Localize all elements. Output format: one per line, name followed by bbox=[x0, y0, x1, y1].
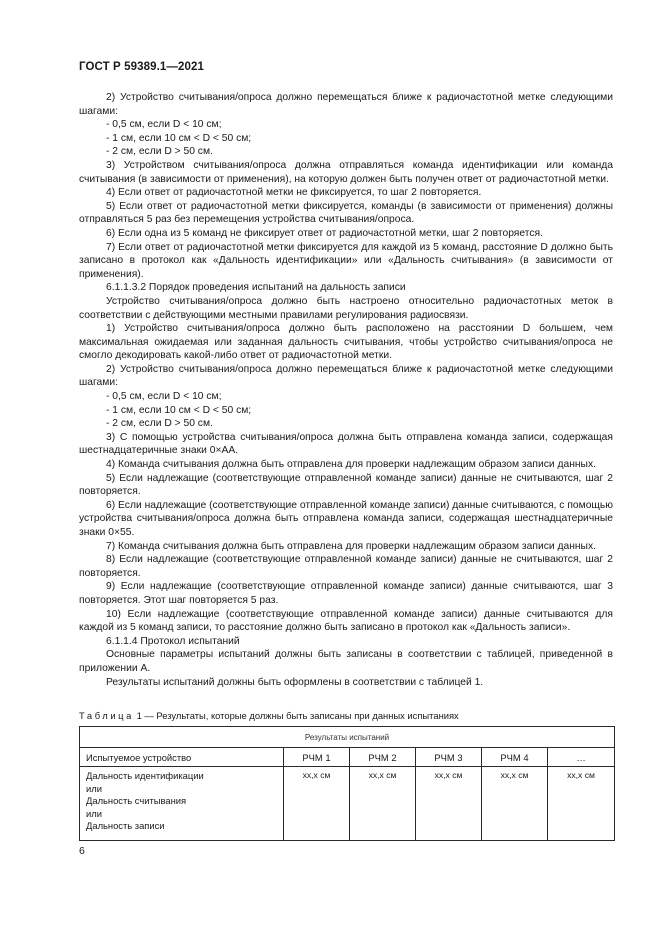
document-body bbox=[79, 91, 613, 689]
list-item: - 0,5 см, если D < 10 см; bbox=[106, 391, 222, 403]
table-cell: xx,x см bbox=[548, 767, 615, 841]
section-heading: 6.1.1.4 Протокол испытаний bbox=[106, 635, 240, 647]
document-header: ГОСТ Р 59389.1—2021 bbox=[79, 61, 204, 73]
paragraph: 6) Если надлежащие (соответствующие отправленной команде записи) данные считываются, с помощью устройства считывания/опроса должна быть отправлена команда записи, содержащая шестнадцатеричные знаки 0×55. bbox=[79, 499, 613, 538]
table-cell: xx,x см bbox=[350, 767, 416, 841]
table-row-label bbox=[80, 767, 284, 841]
list-item: - 1 см, если 10 см < D < 50 см; bbox=[106, 132, 252, 144]
table-caption bbox=[79, 709, 613, 722]
row-label-line: или bbox=[86, 782, 102, 794]
table-header-cell: РЧМ 4 bbox=[482, 748, 548, 767]
table-header-cell: Испытуемое устройство bbox=[80, 748, 284, 767]
paragraph: 3) С помощью устройства считывания/опроса должна быть отправлена команда записи, содержащая шестнадцатеричные знаки 0×AA. bbox=[79, 431, 613, 457]
paragraph: Устройство считывания/опроса должно быть настроено относительно радиочастотных меток в соответствии с действующими местными правилами регулирования радиосвязи. bbox=[79, 295, 613, 321]
paragraph: 10) Если надлежащие (соответствующие отправленной команде записи) данные считываются для каждой из 5 команд записи, то расстояние должно быть записано в протокол как «Дальность записи». bbox=[79, 608, 613, 634]
row-label-line: или bbox=[86, 807, 102, 819]
table-header-cell: РЧМ 1 bbox=[284, 748, 350, 767]
table-group-header-row bbox=[80, 727, 615, 748]
paragraph: 4) Если ответ от радиочастотной метки не фиксируется, то шаг 2 повторяется. bbox=[106, 187, 482, 199]
section-heading: 6.1.1.3.2 Порядок проведения испытаний на дальность записи bbox=[106, 282, 406, 294]
row-label-line: Дальность идентификации bbox=[86, 770, 204, 781]
paragraph: 2) Устройство считывания/опроса должно перемещаться ближе к радиочастотной метке следующими шагами: bbox=[79, 363, 613, 389]
paragraph: 5) Если надлежащие (соответствующие отправленной команде записи) данные не считываются, шаг 2 повторяется. bbox=[79, 472, 613, 498]
list-item: - 0,5 см, если D < 10 см; bbox=[106, 119, 222, 131]
results-table bbox=[79, 726, 615, 841]
table-cell: xx,x см bbox=[416, 767, 482, 841]
paragraph: 6) Если одна из 5 команд не фиксирует ответ от радиочастотной метки, шаг 2 повторяется. bbox=[106, 227, 543, 239]
table-header-cell: РЧМ 2 bbox=[350, 748, 416, 767]
list-item: - 1 см, если 10 см < D < 50 см; bbox=[106, 404, 252, 416]
table-header-cell: РЧМ 3 bbox=[416, 748, 482, 767]
table-cell: xx,x см bbox=[284, 767, 350, 841]
paragraph: 7) Команда считывания должна быть отправлена для проверки надлежащим образом записи данных. bbox=[106, 540, 596, 552]
paragraph: 8) Если надлежащие (соответствующие отправленной команде записи) данные не считываются, шаг 2 повторяется. bbox=[79, 554, 613, 579]
table-group-header: Результаты испытаний bbox=[80, 727, 615, 748]
list-item: - 2 см, если D > 50 см. bbox=[106, 146, 213, 158]
table-header-cell: … bbox=[548, 748, 615, 767]
paragraph: Результаты испытаний должны быть оформлены в соответствии с таблицей 1. bbox=[106, 676, 484, 688]
table-caption-text: 1 — Результаты, которые должны быть записаны при данных испытаниях bbox=[136, 710, 459, 721]
list-item: - 2 см, если D > 50 см. bbox=[106, 418, 213, 430]
paragraph: 2) Устройство считывания/опроса должно перемещаться ближе к радиочастотной метке следующими шагами: bbox=[79, 92, 613, 117]
paragraph: 9) Если надлежащие (соответствующие отправленной команде записи) данные считываются, шаг 3 повторяется. Этот шаг повторяется 5 раз. bbox=[79, 581, 613, 606]
paragraph: 1) Устройство считывания/опроса должно быть расположено на расстоянии D большем, чем максимальная ожидаемая или заданная дальность считывания, чтобы устройство считывания/опроса не смогло декодировать какой-либо ответ от радиочастотной метки. bbox=[79, 323, 613, 362]
paragraph: 7) Если ответ от радиочастотной метки фиксируется для каждой из 5 команд, расстояние D должно быть записано в протокол как «Дальность идентификации» или «Дальность считывания» (в зависимости от применения). bbox=[79, 241, 613, 280]
paragraph: 4) Команда считывания должна быть отправлена для проверки надлежащим образом записи данных. bbox=[106, 459, 596, 471]
table-cell: xx,x см bbox=[482, 767, 548, 841]
page-number: 6 bbox=[79, 845, 85, 857]
table-header-row bbox=[80, 748, 615, 767]
paragraph: Основные параметры испытаний должны быть записаны в соответствии с таблицей, приведенной в приложении А. bbox=[79, 649, 613, 674]
row-label-line: Дальность считывания bbox=[86, 795, 187, 807]
paragraph: 5) Если ответ от радиочастотной метки фиксируется, команды (в зависимости от применения) должны отправляться 5 раз без перемещения устройства считывания/опроса. bbox=[79, 200, 613, 226]
table-caption-label: Таблица bbox=[79, 710, 134, 721]
paragraph: 3) Устройством считывания/опроса должна отправляться команда идентификации или команда считывания (в зависимости от применения), на которую должен быть получен ответ от радиочастотной метки. bbox=[79, 159, 613, 185]
row-label-line: Дальность записи bbox=[86, 820, 165, 832]
table-row bbox=[80, 767, 615, 841]
